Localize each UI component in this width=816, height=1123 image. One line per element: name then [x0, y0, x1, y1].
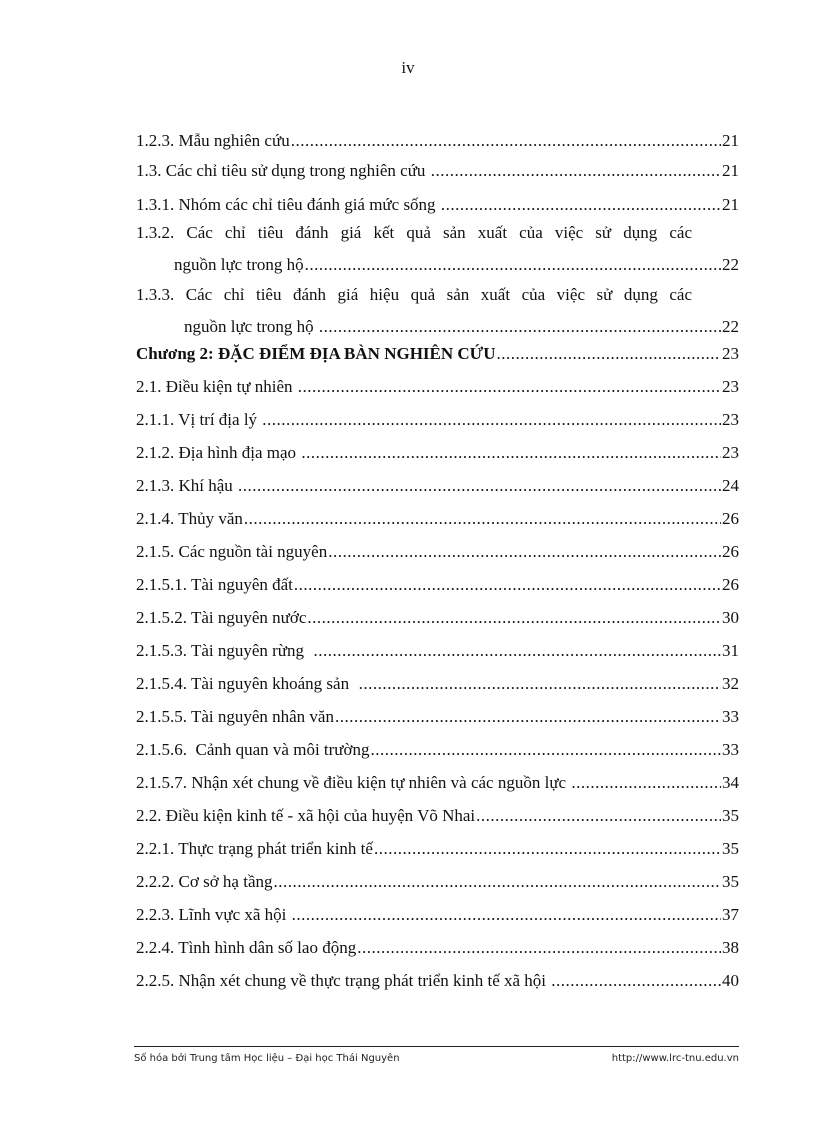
footer-source: Số hóa bởi Trung tâm Học liệu – Đại học Thái Nguyên: [134, 1053, 400, 1064]
toc-entry[interactable]: [136, 508, 739, 529]
dot-leader: [292, 904, 721, 925]
toc-entry[interactable]: [136, 409, 739, 430]
toc-entry-page: 26: [722, 509, 739, 528]
dot-leader: [571, 772, 721, 793]
toc-entry-title: 2.1.5. Các nguồn tài nguyên: [136, 542, 328, 561]
dot-leader: [328, 541, 721, 562]
toc-entry-page: 35: [722, 872, 739, 891]
toc-entry-page: 40: [722, 971, 739, 990]
dot-leader: [374, 838, 721, 859]
page-footer: [134, 1053, 739, 1064]
dot-leader: [319, 316, 721, 337]
toc-entry-line2: [136, 254, 739, 275]
toc-entry-page: 21: [722, 131, 739, 150]
toc-entry-page: 21: [722, 195, 739, 214]
toc-entry-page: 24: [722, 476, 739, 495]
dot-leader: [496, 343, 721, 364]
toc-entry-page: 38: [722, 938, 739, 957]
toc-entry-multiline[interactable]: [136, 222, 739, 275]
toc-entry-page: 34: [722, 773, 739, 792]
toc-chapter-heading[interactable]: [136, 343, 739, 364]
toc-entry-title-line1: 1.3.3. Các chỉ tiêu đánh giá hiệu quả sản xuất của việc sử dụng các: [136, 285, 692, 304]
toc-entry-page: 26: [722, 575, 739, 594]
toc-entry-title: 2.1.5.6. Cảnh quan và môi trường: [136, 740, 370, 759]
toc-entry[interactable]: [136, 871, 739, 892]
toc-entry-title: 2.1. Điều kiện tự nhiên: [136, 377, 297, 396]
toc-entry-multiline[interactable]: [136, 284, 739, 337]
toc-entry-page: 26: [722, 542, 739, 561]
toc-entry-title: 1.3. Các chỉ tiêu sử dụng trong nghiên cứu: [136, 161, 430, 180]
toc-entry-title: 1.3.1. Nhóm các chỉ tiêu đánh giá mức sống: [136, 195, 440, 214]
toc-entry-title: 2.2.4. Tình hình dân số lao động: [136, 938, 357, 957]
dot-leader: [359, 673, 721, 694]
dot-leader: [301, 442, 721, 463]
dot-leader: [262, 409, 721, 430]
toc-entry[interactable]: [136, 640, 739, 661]
toc-entry-page: 23: [722, 443, 739, 462]
footer-divider: [134, 1046, 739, 1047]
toc-entry-title: 2.2.5. Nhận xét chung về thực trạng phát triển kinh tế xã hội: [136, 971, 551, 990]
toc-entry-page: 32: [722, 674, 739, 693]
toc-entry-page: 35: [722, 839, 739, 858]
toc-entry-page: 22: [722, 255, 739, 274]
toc-entry-page: 22: [722, 317, 739, 336]
toc-entry-title: 2.1.5.3. Tài nguyên rừng: [136, 641, 313, 660]
toc-entry[interactable]: [136, 541, 739, 562]
toc-entry[interactable]: [136, 805, 739, 826]
dot-leader: [291, 130, 721, 151]
toc-entry[interactable]: [136, 376, 739, 397]
toc-entry-title: 2.1.1. Vị trí địa lý: [136, 410, 262, 429]
dot-leader: [238, 475, 721, 496]
toc-entry[interactable]: [136, 130, 739, 151]
dot-leader: [307, 607, 721, 628]
dot-leader: [244, 508, 721, 529]
dot-leader: [431, 160, 721, 181]
toc-entry-title: 2.1.5.5. Tài nguyên nhân văn: [136, 707, 334, 726]
toc-entry[interactable]: [136, 442, 739, 463]
toc-entry-page: 23: [722, 344, 739, 363]
dot-leader: [335, 706, 721, 727]
toc-entry[interactable]: [136, 194, 739, 215]
toc-entry-page: 21: [722, 161, 739, 180]
toc-entry-title: Chương 2: ĐẶC ĐIỂM ĐỊA BÀN NGHIÊN CỨU: [136, 344, 496, 363]
toc-entry-page: 23: [722, 410, 739, 429]
dot-leader: [476, 805, 721, 826]
toc-entry-page: 30: [722, 608, 739, 627]
toc-entry[interactable]: [136, 970, 739, 991]
toc-entry[interactable]: [136, 904, 739, 925]
page-number: iv: [401, 58, 415, 77]
dot-leader: [294, 574, 721, 595]
toc-entry-title: 2.1.5.4. Tài nguyên khoáng sản: [136, 674, 358, 693]
toc-entry[interactable]: [136, 607, 739, 628]
dot-leader: [357, 937, 721, 958]
toc-entry-title-line1: 1.3.2. Các chỉ tiêu đánh giá kết quả sản xuất của việc sử dụng các: [136, 223, 692, 242]
toc-entry[interactable]: [136, 673, 739, 694]
toc-entry-title: nguồn lực trong hộ: [184, 317, 318, 336]
toc-entry-title: 2.1.3. Khí hậu: [136, 476, 238, 495]
dot-leader: [314, 640, 721, 661]
dot-leader: [371, 739, 721, 760]
toc-entry-page: 37: [722, 905, 739, 924]
dot-leader: [305, 254, 721, 275]
toc-entry-title: 2.1.5.1. Tài nguyên đất: [136, 575, 293, 594]
toc-entry-title: 2.2.2. Cơ sở hạ tầng: [136, 872, 273, 891]
toc-entry-page: 31: [722, 641, 739, 660]
toc-entry[interactable]: [136, 739, 739, 760]
toc-entry-page: 33: [722, 740, 739, 759]
toc-entry[interactable]: [136, 706, 739, 727]
toc-entry-title: 2.1.5.2. Tài nguyên nước: [136, 608, 307, 627]
toc-entry-page: 33: [722, 707, 739, 726]
toc-entry[interactable]: [136, 772, 739, 793]
toc-entry-title: 2.2.1. Thực trạng phát triển kinh tế: [136, 839, 373, 858]
toc-entry[interactable]: [136, 574, 739, 595]
toc-entry-line2: [136, 316, 739, 337]
toc-entry[interactable]: [136, 838, 739, 859]
toc-entry-page: 35: [722, 806, 739, 825]
dot-leader: [274, 871, 722, 892]
footer-url[interactable]: http://www.lrc-tnu.edu.vn: [611, 1053, 739, 1064]
toc-entry[interactable]: [136, 937, 739, 958]
dot-leader: [551, 970, 721, 991]
dot-leader: [298, 376, 721, 397]
toc-entry-title: 2.1.5.7. Nhận xét chung về điều kiện tự nhiên và các nguồn lực: [136, 773, 571, 792]
toc-entry[interactable]: [136, 160, 739, 181]
toc-entry-title: nguồn lực trong hộ: [174, 255, 304, 274]
toc-entry-title: 2.2.3. Lĩnh vực xã hội: [136, 905, 291, 924]
toc-entry-page: 23: [722, 377, 739, 396]
toc-entry-title: 2.1.2. Địa hình địa mạo: [136, 443, 301, 462]
toc-entry[interactable]: [136, 475, 739, 496]
toc-entry-title: 2.2. Điều kiện kinh tế - xã hội của huyện Võ Nhai: [136, 806, 476, 825]
toc-entry-title: 1.2.3. Mẫu nghiên cứu: [136, 131, 290, 150]
dot-leader: [441, 194, 721, 215]
toc-entry-title: 2.1.4. Thủy văn: [136, 509, 243, 528]
